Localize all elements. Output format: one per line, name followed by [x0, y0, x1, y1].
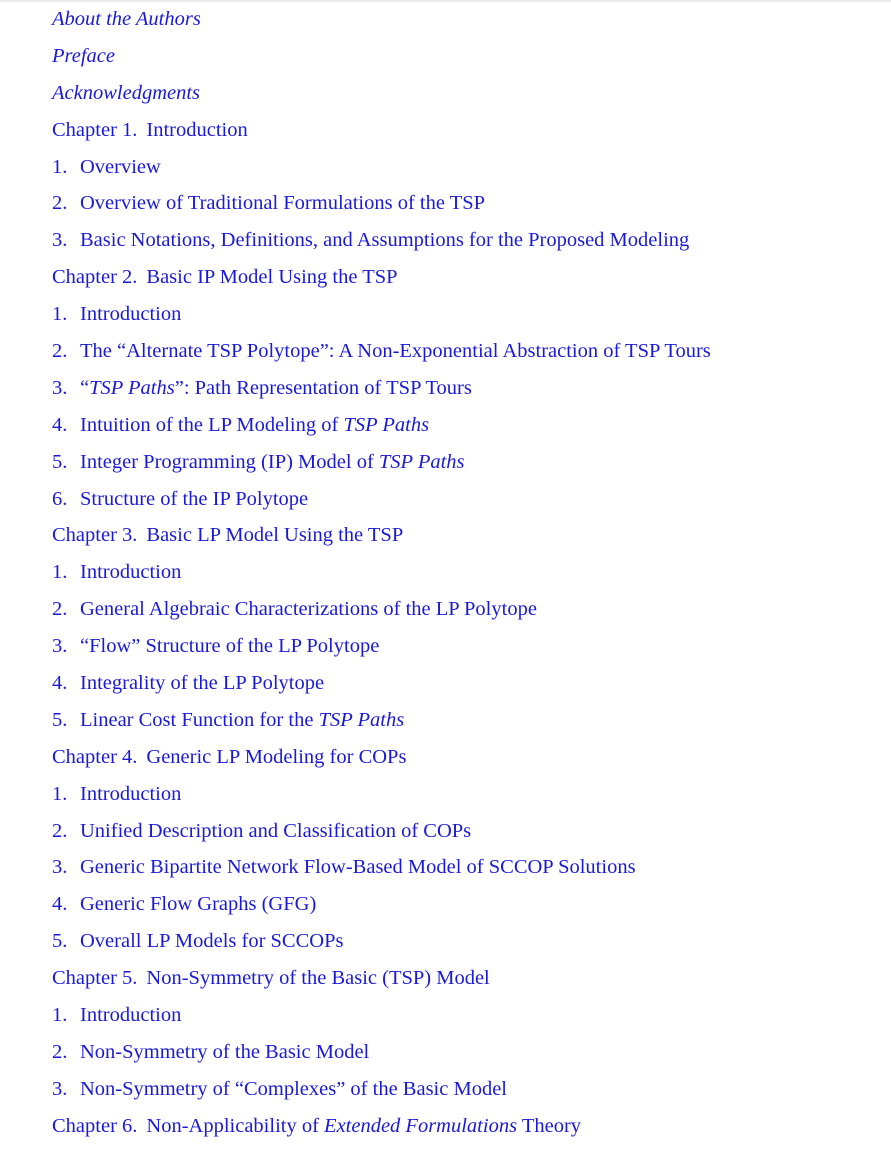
toc-entry-title: Generic Flow Graphs (GFG) — [80, 893, 317, 916]
section-number: 1. — [52, 561, 68, 584]
toc-entry-title-italic: Extended Formulations — [324, 1114, 518, 1137]
section-number: 3. — [52, 229, 68, 252]
toc-entry-title: Integrality of the LP Polytope — [80, 672, 325, 695]
toc-entry-title: Generic Bipartite Network Flow-Based Model of SCCOP Solutions — [80, 856, 636, 879]
toc-entry-title: Introduction — [80, 303, 182, 326]
section-number: 6. — [52, 487, 68, 510]
toc-entry-section[interactable] — [52, 556, 711, 593]
toc-entry-section[interactable] — [52, 187, 711, 224]
chapter-number: Chapter 5. — [52, 967, 138, 990]
toc-entry-title: “Flow” Structure of the LP Polytope — [80, 635, 380, 658]
toc-entry-title: Basic LP Model Using the TSP — [146, 524, 404, 547]
section-number: 1. — [52, 782, 68, 805]
toc-entry-front[interactable] — [52, 3, 711, 40]
toc-entry-title-italic: TSP Paths — [378, 450, 465, 473]
section-number: 5. — [52, 930, 68, 953]
toc-entry-title: Introduction — [80, 1004, 182, 1027]
toc-entry-section[interactable] — [52, 372, 711, 409]
toc-entry-section[interactable] — [52, 483, 711, 520]
toc-entry-chapter[interactable] — [52, 519, 711, 556]
chapter-number: Chapter 1. — [52, 118, 138, 141]
section-number: 4. — [52, 893, 68, 916]
toc-entry-section[interactable] — [52, 630, 711, 667]
toc-entry-section[interactable] — [52, 667, 711, 704]
toc-entry-title: Integer Programming (IP) Model of — [80, 450, 379, 473]
toc-entry-title-italic: TSP Paths — [318, 708, 405, 731]
section-number: 5. — [52, 450, 68, 473]
toc-entry-title-italic: TSP Paths — [343, 413, 430, 436]
toc-entry-section[interactable] — [52, 815, 711, 852]
toc-entry-chapter[interactable] — [52, 114, 711, 151]
toc-entry-section[interactable] — [52, 151, 711, 188]
chapter-number: Chapter 6. — [52, 1114, 138, 1137]
section-number: 3. — [52, 856, 68, 879]
toc-entry-chapter[interactable] — [52, 962, 711, 999]
toc-entry-chapter[interactable] — [52, 741, 711, 778]
toc-entry-title: Acknowledgments — [52, 81, 201, 104]
toc-entry-title: Non-Symmetry of “Complexes” of the Basic Model — [80, 1077, 507, 1100]
section-number: 2. — [52, 819, 68, 842]
section-number: 2. — [52, 192, 68, 215]
toc-entry-title: General Algebraic Characterizations of the LP Polytope — [80, 598, 537, 621]
toc-entry-title: Non-Symmetry of the Basic (TSP) Model — [146, 967, 490, 990]
toc-entry-section[interactable] — [52, 298, 711, 335]
section-number: 3. — [52, 635, 68, 658]
toc-entry-chapter[interactable] — [52, 1110, 711, 1147]
toc-entry-section[interactable] — [52, 446, 711, 483]
toc-entry-title: ”: Path Representation of TSP Tours — [174, 376, 472, 399]
toc-entry-title-italic: TSP Paths — [89, 376, 175, 399]
toc-entry-title: Non-Symmetry of the Basic Model — [80, 1040, 370, 1063]
toc-entry-title: About the Authors — [52, 8, 201, 30]
chapter-number: Chapter 4. — [52, 745, 138, 768]
toc-entry-title: Overview of Traditional Formulations of the TSP — [80, 192, 486, 215]
toc-entry-title: Unified Description and Classification of COPs — [80, 819, 472, 842]
section-number: 2. — [52, 598, 68, 621]
toc-entry-title: Introduction — [146, 118, 248, 141]
toc-entry-chapter[interactable] — [52, 261, 711, 298]
section-number: 1. — [52, 1004, 68, 1027]
toc-entry-section[interactable] — [52, 851, 711, 888]
toc-entry-title: Structure of the IP Polytope — [80, 487, 309, 510]
section-number: 1. — [52, 155, 68, 178]
toc-entry-title: The “Alternate TSP Polytope”: A Non-Exponential Abstraction of TSP Tours — [80, 340, 711, 363]
section-number: 2. — [52, 340, 68, 363]
section-number: 5. — [52, 708, 68, 731]
toc-entry-title: “ — [80, 376, 90, 399]
toc-entry-front[interactable] — [52, 77, 711, 114]
toc-entry-section[interactable] — [52, 409, 711, 446]
toc-entry-title: Theory — [517, 1114, 582, 1137]
chapter-number: Chapter 3. — [52, 524, 138, 547]
toc-entry-section[interactable] — [52, 335, 711, 372]
toc-entry-title: Overall LP Models for SCCOPs — [80, 930, 344, 953]
toc-entry-title: Non-Applicability of — [146, 1114, 325, 1137]
toc-entry-title: Introduction — [80, 561, 182, 584]
toc-entry-title: Preface — [52, 44, 115, 67]
toc-entry-title: Basic IP Model Using the TSP — [146, 266, 398, 289]
toc-entry-title: Introduction — [80, 782, 182, 805]
section-number: 3. — [52, 1077, 68, 1100]
toc-entry-title: Overview — [80, 155, 161, 178]
toc-entry-section[interactable] — [52, 888, 711, 925]
table-of-contents — [52, 3, 711, 1147]
toc-entry-title: Intuition of the LP Modeling of — [80, 413, 344, 436]
toc-entry-section[interactable] — [52, 704, 711, 741]
section-number: 2. — [52, 1040, 68, 1063]
section-number: 4. — [52, 672, 68, 695]
chapter-number: Chapter 2. — [52, 266, 138, 289]
toc-entry-section[interactable] — [52, 925, 711, 962]
toc-entry-title: Linear Cost Function for the — [80, 708, 319, 731]
toc-entry-section[interactable] — [52, 224, 711, 261]
toc-entry-section[interactable] — [52, 593, 711, 630]
section-number: 4. — [52, 413, 68, 436]
section-number: 1. — [52, 303, 68, 326]
toc-entry-title: Generic LP Modeling for COPs — [146, 745, 407, 768]
toc-entry-front[interactable] — [52, 40, 711, 77]
section-number: 3. — [52, 376, 68, 399]
toc-entry-section[interactable] — [52, 778, 711, 815]
toc-entry-section[interactable] — [52, 999, 711, 1036]
toc-entry-title: Basic Notations, Definitions, and Assumptions for the Proposed Modeling — [80, 229, 690, 252]
toc-entry-section[interactable] — [52, 1036, 711, 1073]
toc-entry-section[interactable] — [52, 1073, 711, 1110]
